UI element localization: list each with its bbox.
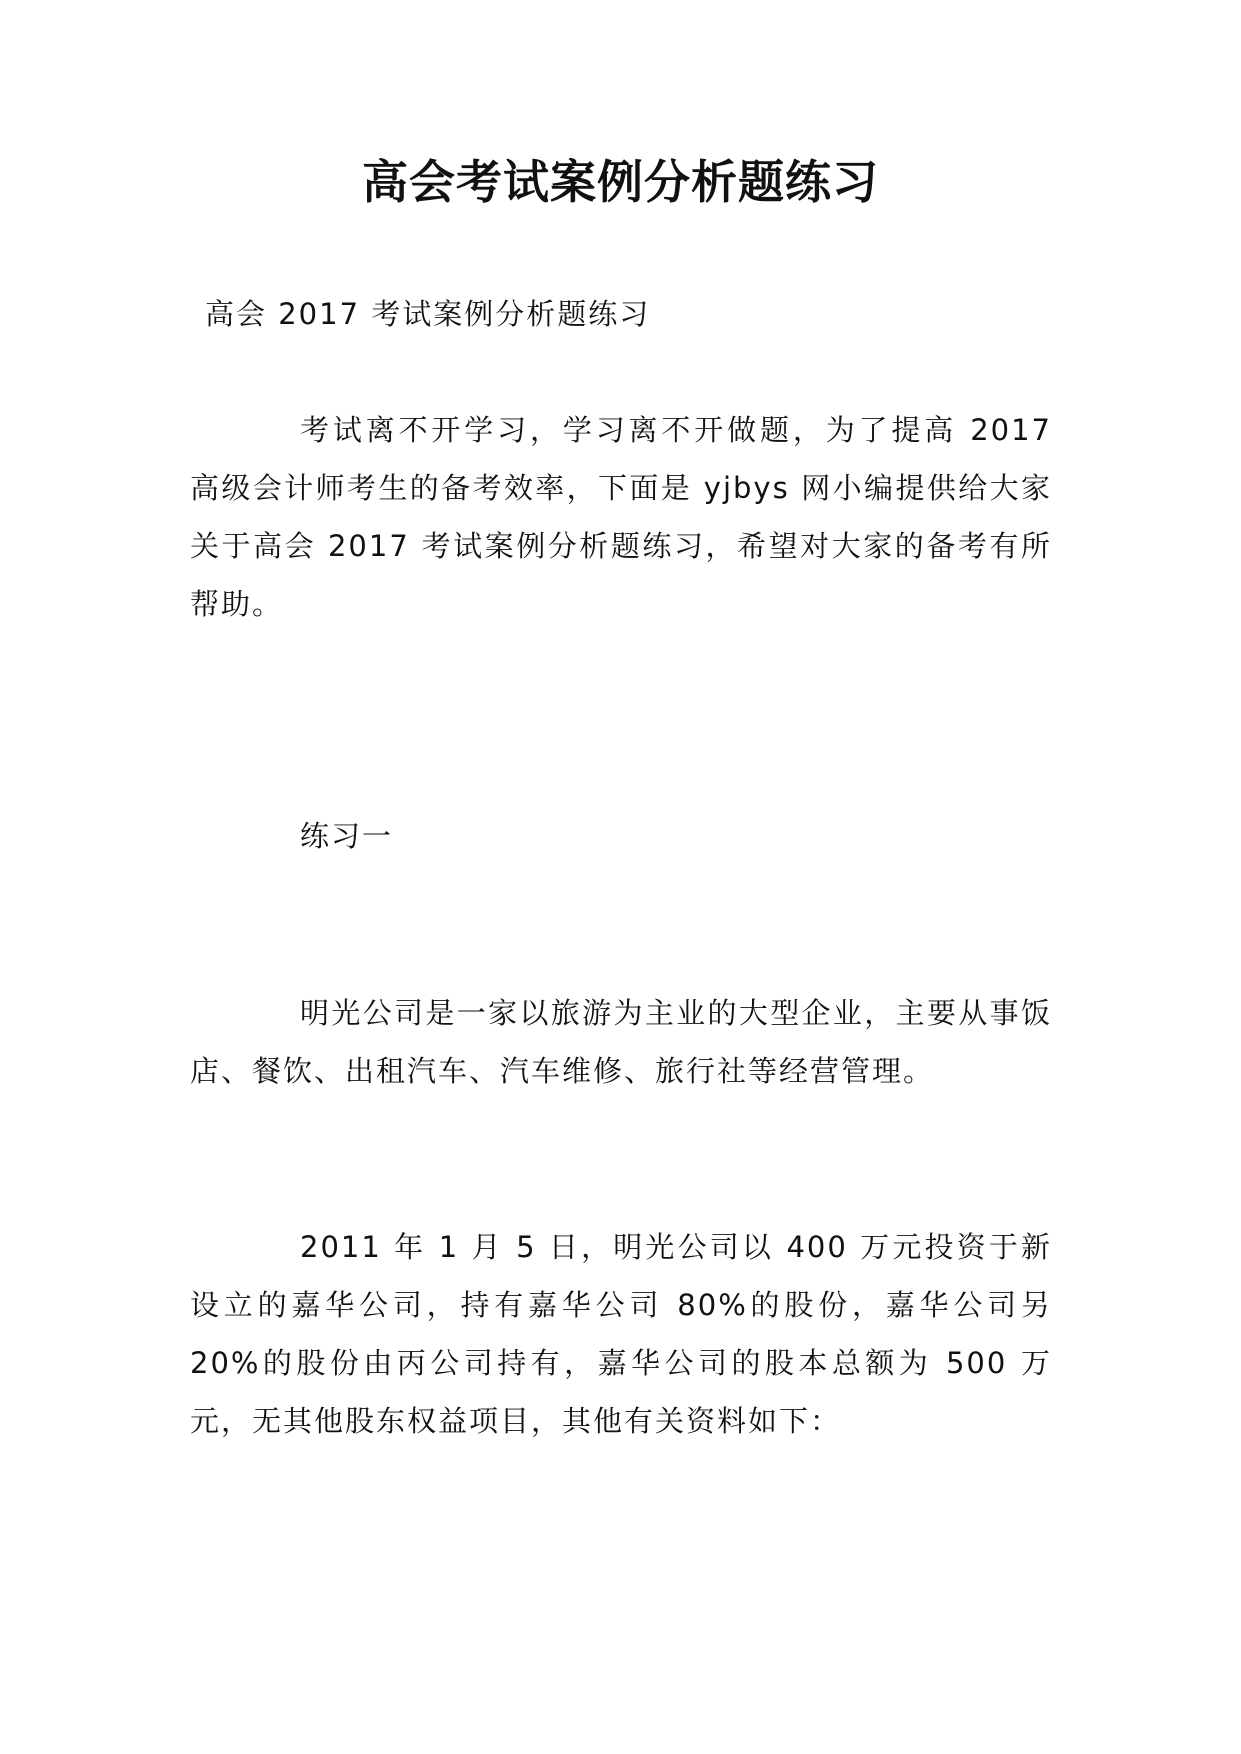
document-subtitle: 高会 2017 考试案例分析题练习 bbox=[205, 297, 651, 331]
details-paragraph: 2011 年 1 月 5 日，明光公司以 400 万元投资于新设立的嘉华公司，持有嘉华公司 80%的股份，嘉华公司另 20%的股份由丙公司持有，嘉华公司的股本总额为 500 万元，无其他股东权益项目，其他有关资料如下： bbox=[190, 1230, 1052, 1438]
exercise-heading: 练习一 bbox=[300, 819, 394, 853]
document-title: 高会考试案例分析题练习 bbox=[362, 155, 879, 209]
company-paragraph: 明光公司是一家以旅游为主业的大型企业，主要从事饭店、餐饮、出租汽车、汽车维修、旅行社等经营管理。 bbox=[190, 996, 1052, 1088]
intro-paragraph: 考试离不开学习，学习离不开做题，为了提高 2017 高级会计师考生的备考效率，下面是 yjbys 网小编提供给大家关于高会 2017 考试案例分析题练习，希望对大家的备考有所帮助。 bbox=[190, 413, 1052, 621]
